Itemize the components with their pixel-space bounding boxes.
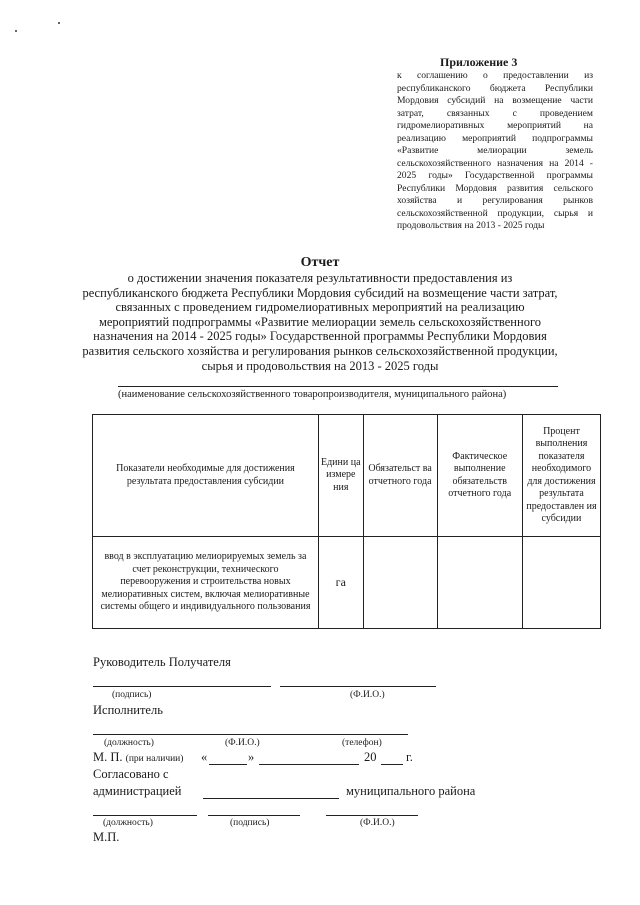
head-fio-caption: (Ф.И.О.) — [350, 690, 385, 700]
header-obligations: Обязательст ва отчетного года — [363, 415, 437, 537]
year-suffix: г. — [406, 750, 413, 764]
agreed-fio-caption: (Ф.И.О.) — [360, 818, 395, 828]
scan-speck — [15, 30, 17, 32]
agreed-position-line — [93, 815, 197, 816]
date-day-line — [209, 764, 247, 765]
header-percent: Процент выполнения показателя необходимого для достижения результата предоставлен ия субсидии — [522, 415, 600, 537]
year-line — [381, 764, 403, 765]
appendix-text: к соглашению о предоставлении из республиканского бюджета Республики Мордовия субсидий на возмещение части затрат, связанных с проведением гидромелиоративных мероприятий на реализацию мероприятий подпрограммы «Развитие мелиорации земель сельскохозяйственного назначения на 2014 - 2025 годы» Государственной программы Республики Мордовия развития сельского хозяйства и регулирования рынков сельскохозяйственной продукции, сырья и продовольствия на 2013 - 2025 годы — [397, 70, 593, 231]
date-month-line — [259, 764, 359, 765]
agreed-signature-caption: (подпись) — [230, 818, 270, 828]
district-label: муниципального района — [346, 784, 476, 798]
executor-fio-caption: (Ф.И.О.) — [225, 738, 260, 748]
head-label: Руководитель Получателя — [93, 655, 231, 669]
header-actual: Фактическое выполнение обязательств отчетного года — [437, 415, 522, 537]
administration-label: администрацией — [93, 784, 182, 798]
table-header-row — [93, 415, 601, 537]
appendix-title: Приложение 3 — [440, 55, 518, 69]
executor-position-caption: (должность) — [104, 738, 154, 748]
report-title: Отчет — [300, 255, 340, 270]
executor-label: Исполнитель — [93, 703, 163, 717]
agreed-position-caption: (должность) — [103, 818, 153, 828]
name-caption: (наименование сельскохозяйственного товаропроизводителя, муниципального района) — [118, 389, 507, 400]
year-prefix: 20 — [364, 750, 377, 764]
cell-indicator: ввод в эксплуатацию мелиорируемых земель за счет реконструкции, технического перевооружения и строительства новых мелиоративных систем, включая мелиоративные системы общего и индивидуального пользования — [93, 537, 319, 629]
head-signature-line — [93, 686, 271, 687]
report-subtitle: о достижении значения показателя результативности предоставления из республиканского бюджета Республики Мордовия субсидий на возмещение части затрат, связанных с проведением гидромелиоративных мероприятий на реализацию мероприятий подпрограммы «Развитие мелиорации земель сельскохозяйственного назначения на 2014 - 2025 годы» Государственной программы Республики Мордовия развития сельского хозяйства и регулирования рынков сельскохозяйственной продукции, сырья и продовольствия на 2013 - 2025 годы — [82, 271, 558, 373]
executor-phone-caption: (телефон) — [342, 738, 382, 748]
cell-actual — [437, 537, 522, 629]
date-close-quote: » — [248, 750, 255, 764]
executor-line — [93, 734, 408, 735]
mp-label: М. П. — [93, 750, 123, 764]
cell-obligations — [363, 537, 437, 629]
agreed-label: Согласовано с — [93, 767, 169, 781]
mp-note: (при наличии) — [125, 754, 184, 764]
administration-line — [203, 798, 339, 799]
agreed-signature-line — [208, 815, 300, 816]
header-unit: Едини ца измере ния — [318, 415, 363, 537]
header-indicator: Показатели необходимые для достижения результата предоставления субсидии — [93, 415, 319, 537]
table-row — [93, 537, 601, 629]
report-table — [92, 414, 601, 629]
head-signature-caption: (подпись) — [112, 690, 152, 700]
head-fio-line — [280, 686, 436, 687]
date-open-quote: « — [201, 750, 208, 764]
cell-percent — [522, 537, 600, 629]
scan-speck — [58, 22, 60, 24]
name-line — [118, 386, 558, 387]
cell-unit: га — [318, 537, 363, 629]
mp-row — [93, 750, 183, 765]
agreed-fio-line — [326, 815, 418, 816]
mp-bottom: М.П. — [93, 830, 120, 844]
